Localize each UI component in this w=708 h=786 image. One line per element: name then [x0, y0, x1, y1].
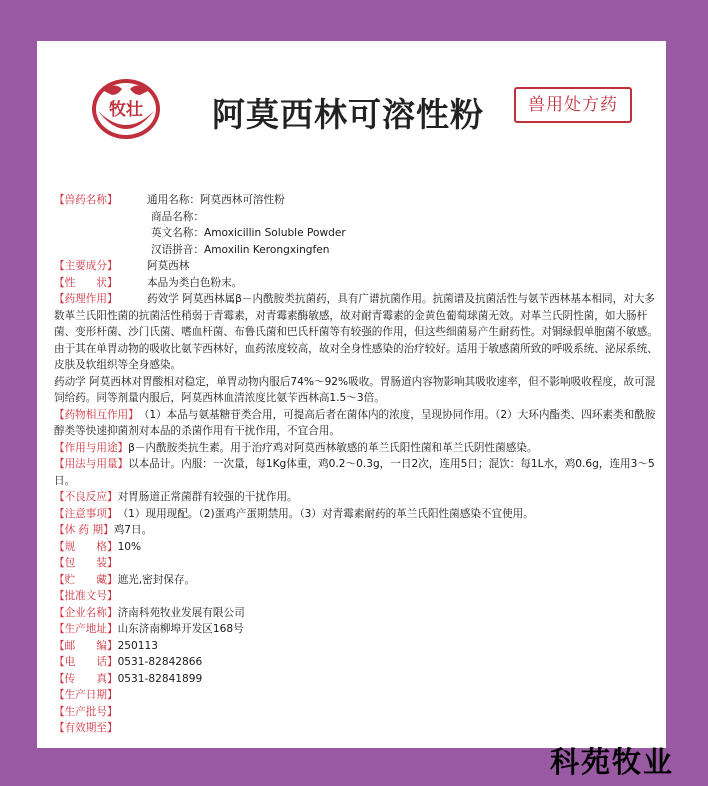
fax-row: [54, 671, 658, 688]
logo-emblem-icon: [90, 77, 162, 141]
ingredient-text: 阿莫西林: [147, 260, 190, 272]
address-row: [54, 621, 658, 638]
spec-text: 10%: [117, 540, 142, 553]
fax-label: 【传 真】: [54, 672, 118, 685]
cautions-label: 【注意事项】: [54, 507, 118, 520]
phone-label: 【电 话】: [54, 656, 118, 668]
product-title: 阿莫西林可溶性粉: [212, 95, 484, 134]
batch-row: [54, 704, 658, 721]
address-label: 【生产地址】: [54, 623, 118, 635]
phone-text: 0531-82842866: [117, 656, 203, 668]
pharmacology-label: 【药理作用】: [54, 293, 118, 305]
ingredient-label: 【主要成分】: [54, 260, 118, 272]
batch-label: 【生产批号】: [54, 705, 118, 718]
withdrawal-text: 鸡7日。: [113, 524, 153, 536]
production-date-label: 【生产日期】: [54, 689, 118, 701]
generic-name: 通用名称：阿莫西林可溶性粉: [147, 194, 285, 206]
brand-watermark: 科苑牧业: [550, 745, 675, 779]
adverse-label: 【不良反应】: [54, 491, 118, 503]
address-text: 山东济南柳埠开发区168号: [117, 623, 244, 635]
usage-row: [54, 440, 658, 457]
usage-label: 【作用与用途】: [54, 441, 129, 454]
cautions-text: （1）现用现配。（2)蛋鸡产蛋期禁用。（3）对青霉素耐药的革兰氏阳性菌感染不宜使用。: [117, 507, 534, 520]
storage-label: 【贮 藏】: [54, 573, 118, 586]
drug-name-row: [54, 192, 658, 209]
fax-text: 0531-82841899: [117, 672, 203, 685]
appearance-label: 【性 状】: [54, 276, 118, 289]
postcode-text: 250113: [117, 639, 159, 652]
appearance-text: 本品为类白色粉末。: [147, 276, 243, 289]
spec-row: [54, 539, 658, 556]
drug-name-label: 【兽药名称】: [54, 194, 118, 206]
pinyin-name: 汉语拼音：Amoxilin Kerongxingfen: [151, 243, 330, 256]
storage-row: [54, 572, 658, 589]
dosage-row: [54, 456, 658, 489]
spec-label: 【规 格】: [54, 540, 118, 553]
cautions-row: [54, 506, 658, 523]
approval-label: 【批准文号】: [54, 590, 118, 602]
storage-text: 遮光,密封保存。: [117, 573, 196, 586]
company-label: 【企业名称】: [54, 606, 118, 619]
withdrawal-label: 【休 药 期】: [54, 524, 114, 536]
label-content: [54, 192, 658, 737]
trade-name: 商品名称：: [151, 210, 204, 223]
approval-row: [54, 588, 658, 605]
english-name: 英文名称：Amoxicillin Soluble Powder: [151, 227, 346, 239]
interactions-text: （1）本品与氨基糖苷类合用，可提高后者在菌体内的浓度，呈现协同作用。（2）大环内酯类、四环素类和酰胺醇类等快速抑菌剂对本品的杀菌作用有干扰作用，不宜合用。: [54, 408, 656, 437]
brand-logo: [90, 77, 162, 141]
company-text: 济南科苑牧业发展有限公司: [117, 606, 245, 619]
package-label: 【包 装】: [54, 557, 118, 569]
expiry-label: 【有效期至】: [54, 722, 118, 734]
company-row: [54, 605, 658, 622]
ingredient-row: [54, 258, 658, 275]
rx-badge: 兽用处方药: [514, 87, 632, 123]
pharmacology-row: [54, 291, 658, 374]
interactions-label: 【药物相互作用】: [54, 408, 139, 421]
withdrawal-row: [54, 522, 658, 539]
postcode-label: 【邮 编】: [54, 639, 118, 652]
logo-text: 牧壮: [109, 100, 143, 120]
expiry-row: [54, 720, 658, 737]
package-row: [54, 555, 658, 572]
adverse-text: 对胃肠道正常菌群有较强的干扰作用。: [117, 491, 298, 503]
pharmacology-text: 药效学 阿莫西林属β－内酰胺类抗菌药，具有广谱抗菌作用。抗菌谱及抗菌活性与氨苄西林基本相同，对大多数革兰氏阳性菌的抗菌活性稍弱于青霉素，对青霉素酶敏感，故对耐青霉素的金黄色葡萄球菌无效。对革兰氏阴性菌，如大肠杆菌、变形杆菌、沙门氏菌、嗜血杆菌、布鲁氏菌和巴氏杆菌等有较强的作用，但这些细菌易产生耐药性。对铜绿假单胞菌不敏感。由于其在单胃动物的吸收比氨苄西林好，血药浓度较高，故对全身性感染的治疗较好。适用于敏感菌所致的呼吸系统、泌尿系统、皮肤及软组织等全身感染。: [54, 293, 658, 371]
postcode-row: [54, 638, 658, 655]
pharmacokinetics-row: 药动学 阿莫西林对胃酸相对稳定，单胃动物内服后74%～92%吸收。胃肠道内容物影响其吸收速率，但不影响吸收程度，故可混饲给药。同等剂量内服后，阿莫西林血清浓度比氨苄西林高1.5～3倍。: [54, 375, 656, 404]
phone-row: [54, 654, 658, 671]
production-date-row: [54, 687, 658, 704]
dosage-label: 【用法与用量】: [54, 458, 129, 470]
label-card: [37, 41, 666, 748]
dosage-text: 以本品计。内服：一次量，每1Kg体重，鸡0.2～0.3g，一日2次，连用5日；混饮：每1L水，鸡0.6g，连用3～5日。: [54, 458, 655, 487]
adverse-row: [54, 489, 658, 506]
interactions-row: [54, 407, 658, 440]
usage-text: β－内酰胺类抗生素。用于治疗鸡对阿莫西林敏感的革兰氏阳性菌和革兰氏阴性菌感染。: [128, 441, 538, 454]
appearance-row: [54, 275, 658, 292]
